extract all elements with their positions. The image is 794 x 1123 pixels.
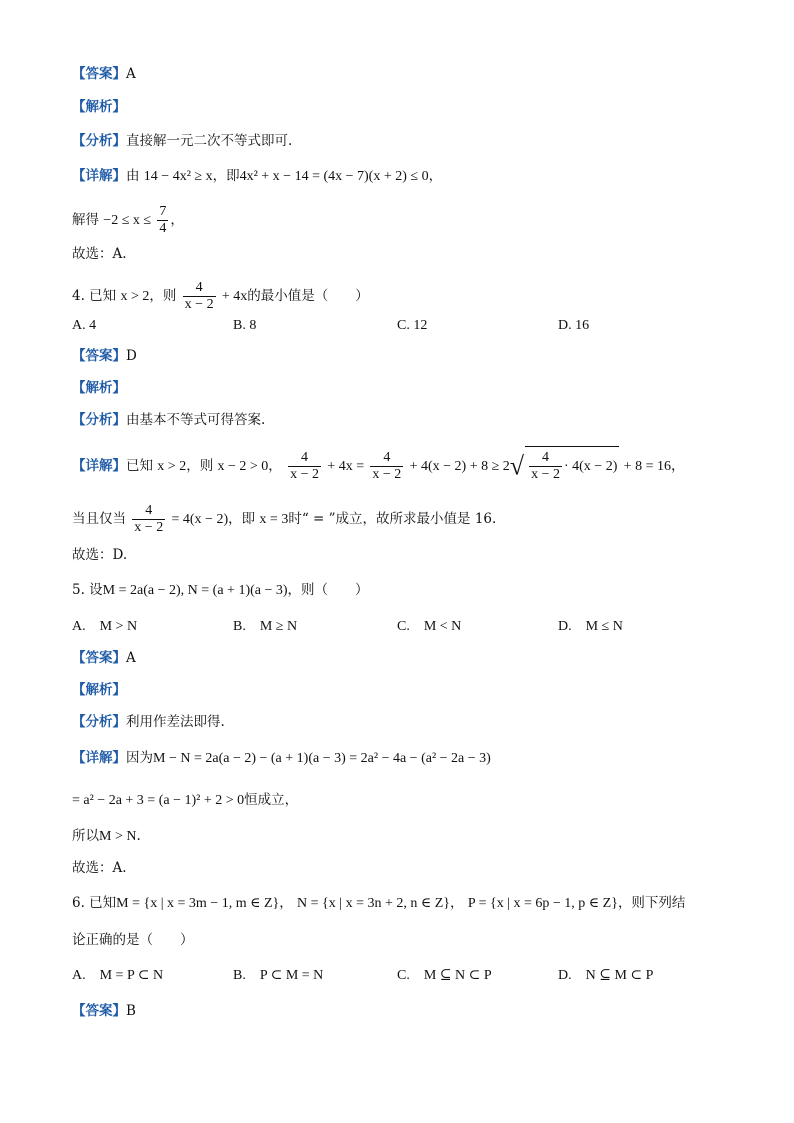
q6-option-a: A. M = P ⊂ N bbox=[72, 968, 164, 983]
answer-tag: 【答案】 bbox=[72, 1003, 126, 1019]
q3-solve-fraction: $\frac{7}{4}$ bbox=[159, 204, 167, 236]
fenxi-tag: 【分析】 bbox=[72, 133, 126, 149]
q6-set-n: N = {x | x = 3n + 2, n ∈ Z} bbox=[297, 896, 451, 911]
analysis-tag: 【解析】 bbox=[72, 682, 126, 698]
q3-solve-math: −2 ≤ x ≤ bbox=[103, 213, 152, 228]
q6-set-m: M = {x | x = 3m − 1, m ∈ Z} bbox=[116, 896, 280, 911]
q6-answer-value: B bbox=[126, 1003, 136, 1019]
q5-detail-line: 【详解】因为M − N = 2a(a − 2) − (a + 1)(a − 3) = 2a² − 4a − (a² − 2a − 3) bbox=[72, 750, 491, 766]
q3-detail-line bbox=[72, 166, 442, 187]
q4-answer-line bbox=[72, 346, 137, 366]
q4-fraction: $\frac{4}{x - 2}$ bbox=[184, 280, 214, 312]
q5-fenxi-line bbox=[72, 712, 225, 732]
q3-detail-prefix: 由 bbox=[126, 168, 140, 184]
q5-answer-line bbox=[72, 648, 136, 668]
q6-option-c: C. M ⊆ N ⊂ P bbox=[397, 968, 492, 983]
answer-tag: 【答案】 bbox=[72, 66, 126, 82]
q4-answer-value: D bbox=[126, 348, 137, 364]
q4-analysis-line bbox=[72, 378, 126, 398]
q4-option-d: D. 16 bbox=[558, 318, 590, 333]
analysis-tag: 【解析】 bbox=[72, 99, 126, 115]
q5-detail-line-2: = a² − 2a + 3 = (a − 1)² + 2 > 0恒成立， bbox=[72, 792, 299, 808]
q5-option-b: B. M ≥ N bbox=[233, 619, 298, 634]
q5-choose: 故选：A. bbox=[72, 860, 127, 876]
q5-conclusion: 所以M > N. bbox=[72, 828, 141, 844]
q4-radicand: $\frac{4}{x - 2}$ · 4(x − 2) bbox=[525, 446, 619, 487]
q4-detail-line: 【详解】已知 x > 2，则 x − 2 > 0， $\frac{4}{x - 2}$ + 4x = $\frac{4}{x - 2}$ + 4(x − 2) + 8 ≥ 2√ $\frac{4}{x - 2}$ · 4(x − 2) + 8 = 16， bbox=[72, 446, 685, 487]
answer-tag: 【答案】 bbox=[72, 650, 126, 666]
q5-stem: 5. 设M = 2a(a − 2), N = (a + 1)(a − 3)，则（ ） bbox=[72, 582, 369, 598]
q4-equality-fraction: $\frac{4}{x - 2}$ bbox=[134, 503, 164, 535]
q3-fenxi-text: 直接解一元二次不等式即可. bbox=[126, 133, 293, 149]
q3-solve-line bbox=[72, 200, 184, 241]
q3-detail-mid: ，即 bbox=[212, 168, 240, 184]
q4-option-b: B. 8 bbox=[233, 318, 257, 333]
q3-detail-end: ， bbox=[428, 168, 443, 184]
q6-stem: 6. 已知M = {x | x = 3m − 1, m ∈ Z}， N = {x | x = 3n + 2, n ∈ Z}， P = {x | x = 6p − 1, p ∈ Z}，则下列结 bbox=[72, 895, 686, 911]
fenxi-tag: 【分析】 bbox=[72, 714, 126, 730]
q4-fenxi-line bbox=[72, 410, 265, 430]
q6-option-d: D. N ⊆ M ⊂ P bbox=[558, 968, 654, 983]
q5-answer-value: A bbox=[126, 650, 136, 666]
q4-detail-fraction-2: $\frac{4}{x - 2}$ bbox=[372, 450, 402, 482]
q5-fenxi-text: 利用作差法即得. bbox=[126, 714, 225, 730]
detail-tag: 【详解】 bbox=[72, 458, 126, 474]
q5-option-a: A. M > N bbox=[72, 619, 138, 634]
q6-answer-line bbox=[72, 1001, 136, 1021]
q4-fenxi-text: 由基本不等式可得答案. bbox=[126, 412, 266, 428]
answer-tag: 【答案】 bbox=[72, 348, 126, 364]
q4-option-a: A. 4 bbox=[72, 318, 97, 333]
q6-stem-line-2: 论正确的是（ ） bbox=[72, 932, 194, 948]
fenxi-tag: 【分析】 bbox=[72, 412, 126, 428]
q4-choose: 故选：D. bbox=[72, 547, 128, 563]
detail-tag: 【详解】 bbox=[72, 750, 126, 766]
q3-fenxi-line bbox=[72, 131, 292, 151]
q6-option-b: B. P ⊂ M = N bbox=[233, 968, 324, 983]
q3-solve-end: ， bbox=[170, 212, 184, 228]
q3-factorization: 4x² + x − 14 = (4x − 7)(x + 2) ≤ 0 bbox=[239, 169, 429, 184]
q4-detail-fraction-1: $\frac{4}{x - 2}$ bbox=[290, 450, 319, 482]
q3-analysis-line bbox=[72, 97, 126, 117]
analysis-tag: 【解析】 bbox=[72, 380, 126, 396]
q5-analysis-line bbox=[72, 680, 126, 700]
q4-condition: x > 2 bbox=[120, 289, 150, 304]
q5-difference: M − N = 2a(a − 2) − (a + 1)(a − 3) = 2a² − 4a − (a² − 2a − 3) bbox=[153, 751, 491, 766]
q4-equality-line: 当且仅当 $\frac{4}{x - 2}$ = 4(x − 2)，即 x = 3时“ = ”成立，故所求最小值是 16. bbox=[72, 503, 497, 535]
q3-inequality: 14 − 4x² ≥ x bbox=[143, 169, 213, 184]
q3-answer-value: A bbox=[126, 66, 136, 82]
q5-definitions: M = 2a(a − 2), N = (a + 1)(a − 3) bbox=[102, 583, 288, 598]
q3-answer-line bbox=[72, 64, 136, 84]
q3-solve-prefix: 解得 bbox=[72, 212, 99, 228]
q5-option-d: D. M ≤ N bbox=[558, 619, 623, 634]
sqrt-sign: √ bbox=[509, 451, 525, 481]
q4-option-c: C. 12 bbox=[397, 318, 428, 333]
q5-option-c: C. M < N bbox=[397, 619, 462, 634]
q3-choose: 故选：A. bbox=[72, 246, 127, 262]
q6-set-p: P = {x | x = 6p − 1, p ∈ Z} bbox=[467, 896, 618, 911]
detail-tag: 【详解】 bbox=[72, 168, 126, 184]
q4-stem: 4. 已知 x > 2，则 $\frac{4}{x - 2}$ + 4x的最小值是（ ） bbox=[72, 280, 369, 312]
